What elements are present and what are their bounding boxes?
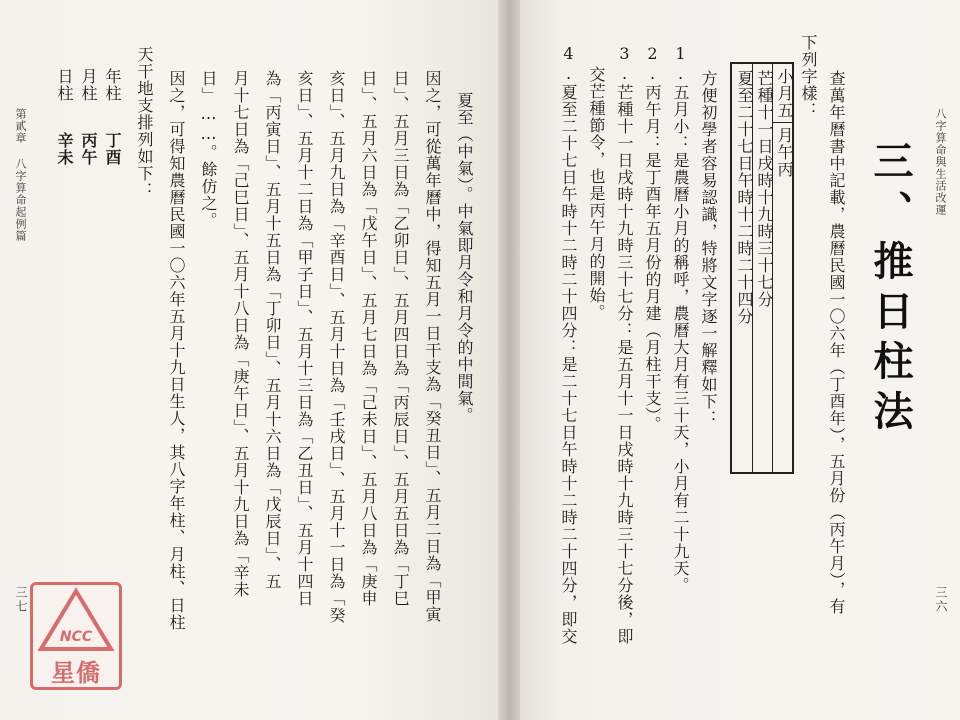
list-item: 3.芒種十一日戌時十九時三十七分：是五月十一日戌時十九時三十七分後，即 bbox=[615, 44, 634, 645]
text-column: 因之，可得知農曆民國一〇六年五月十九日生人，其八字年柱、月柱、日柱 bbox=[167, 70, 186, 631]
almanac-table bbox=[730, 62, 794, 474]
running-header-right: 八字算命與生活改運 bbox=[934, 108, 947, 216]
text-column: 亥日」、五月九日為「辛酉日」、五月十日為「壬戌日」、五月十一日為「癸 bbox=[327, 70, 346, 624]
text-column: 日」……。餘仿之。 bbox=[199, 70, 218, 229]
list-item: 4.夏至二十七日午時十二時二十四分：是二十七日午時十二時二十四分，即交 bbox=[559, 44, 578, 645]
table-cell-month-size: 小月五 bbox=[775, 68, 794, 119]
pillar-day-value: 辛未 bbox=[55, 132, 74, 166]
pillar-year-value: 丁酉 bbox=[103, 132, 122, 166]
table-cell-xiazhi: 夏至二十七日午時十二時二十四分 bbox=[735, 70, 754, 325]
stamp-text-top: NCC bbox=[59, 629, 93, 645]
explain-intro: 方便初學者容易認識，特將文字逐一解釋如下： bbox=[699, 70, 718, 427]
text-column: 日」、五月六日為「戊午日」、五月七日為「己未日」、五月八日為「庚申 bbox=[359, 70, 378, 607]
pillar-day-label: 日柱 bbox=[55, 68, 74, 102]
publisher-stamp bbox=[30, 582, 122, 690]
pillar-year-label: 年柱 bbox=[103, 68, 122, 102]
list-item: 交芒種節令，也是丙午月的開始。 bbox=[587, 66, 606, 321]
text-column: 亥日」、五月十二日為「甲子日」、五月十三日為「乙丑日」、五月十四日 bbox=[295, 70, 314, 607]
text-column: 因之，可從萬年曆中，得知五月一日干支為「癸丑日」、五月二日為「甲寅 bbox=[423, 70, 442, 623]
text-column: 為「丙寅日」、五月十五日為「丁卯日」、五月十六日為「戊辰日」、五 bbox=[263, 70, 282, 590]
pillar-month-label: 月柱 bbox=[79, 68, 98, 102]
section-title: 三、推日柱法 bbox=[867, 140, 913, 440]
text-column: 月十七日為「己巳日」、五月十八日為「庚午日」、五月十九日為「辛未 bbox=[231, 70, 250, 598]
running-header-left: 第貳章 八字算命起例篇 bbox=[14, 108, 27, 242]
list-item: 1.五月小：是農曆小月的稱呼，農曆大月有三十天，小月有二十九天。 bbox=[671, 44, 690, 594]
intro-line: 查萬年曆書中記載，農曆民國一〇六年（丁酉年），五月份（丙午月），有 bbox=[827, 70, 846, 615]
text-column: 日」、五月三日為「乙卯日」、五月四日為「丙辰日」、五月五日為「丁巳 bbox=[391, 70, 410, 607]
stamp-text-bottom: 星僑 bbox=[51, 659, 101, 687]
book-gutter bbox=[498, 0, 520, 720]
table-cell-month-stem: 月午丙 bbox=[775, 127, 794, 178]
intro-line: 下列字樣： bbox=[799, 34, 818, 119]
page-number-left: 三七 bbox=[14, 586, 28, 614]
text-column: 夏至（中氣）。中氣即月令和月令的中間氣。 bbox=[455, 92, 474, 424]
table-cell-mangzhong: 芒種十一日戌時十九時三十七分 bbox=[755, 70, 774, 308]
list-item: 2.丙午月：是丁酉年五月份的月建（月柱干支）。 bbox=[643, 44, 662, 433]
page-number-right: 三六 bbox=[934, 586, 948, 614]
pillar-month-value: 丙午 bbox=[79, 132, 98, 166]
text-column: 天干地支排列如下： bbox=[135, 46, 154, 199]
